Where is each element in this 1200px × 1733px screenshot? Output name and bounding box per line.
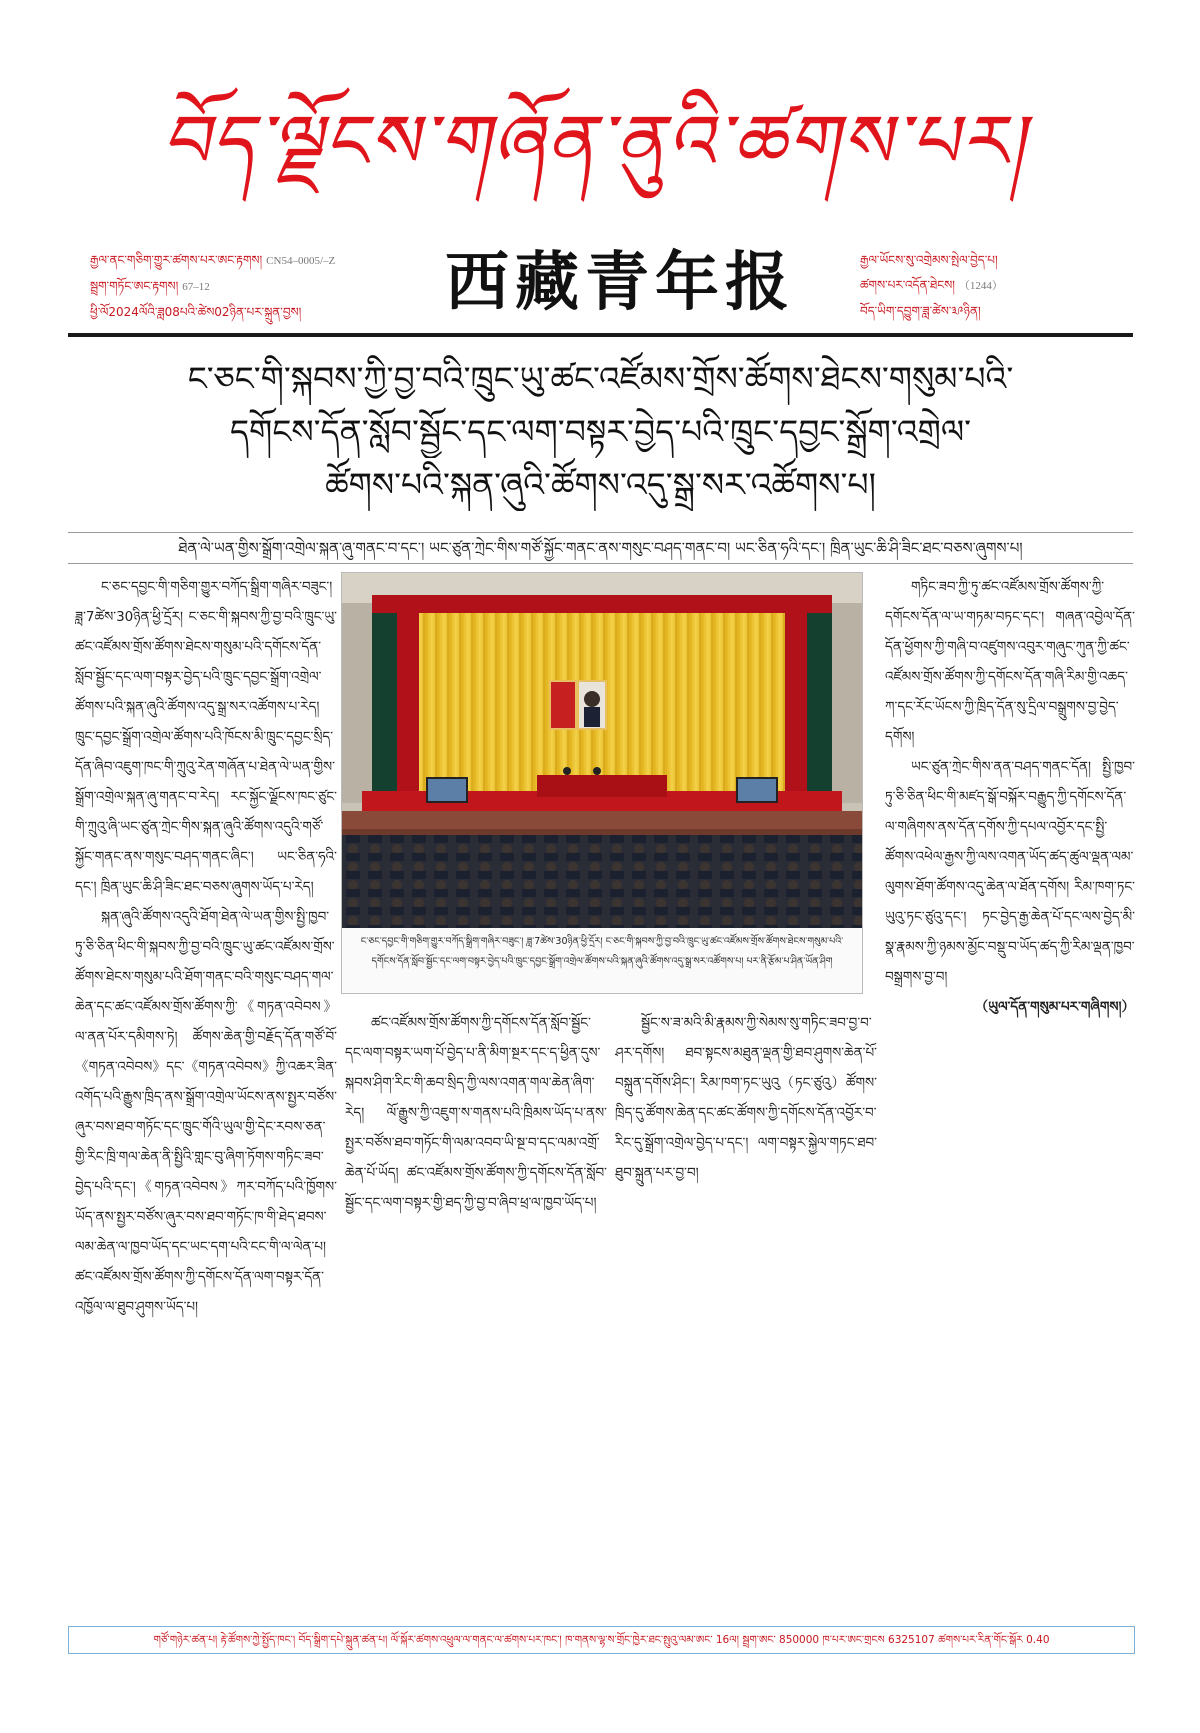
meta-left-code1: CN54–0005/–Z [266, 255, 336, 267]
meta-left-line1: རྒྱལ་ནང་གཅིག་གྱུར་ཚགས་པར་ཨང་རྟགས། [90, 253, 263, 267]
article-byline: （ཡུལ་དོན་གསུམ་པར་གཞིགས།） [974, 999, 1135, 1015]
article-paragraph: སྦྱོང་ས་ཟ་མའི་མི་རྣམས་ཀྱི་སེམས་སུ་གཏིང་ཟབ་བྱ་བ་ཤར་དགོས། ཐབ་སྟངས་མཐུན་ལྡན་གྱི་ཐབ་ཤུགས་ཆེན་པོ་བསྐྲུན་དགོས་ཤིང་། རིམ་ཁག་ཏང་ཡུའུ（ཏང་ཙུའུ）ཚོགས་ཁྲིད་དུ་ཚོགས་ཆེན་དང་ཚང་ཚོགས་ཀྱི་དགོངས་དོན་འབྱོར་བ་རིང་དུ་སྒྲོག་འགྲེལ་བྱེད་པ་དང་། ལག་བསྟར་སྐྱེལ་གཏང་ཐབ་ཐུབ་སྐྲུན་པར་བྱ་བ། [615, 1015, 877, 1181]
headline-line-2: དགོངས་དོན་སློབ་སྦྱོང་དང་ལག་བསྟར་བྱེད་པའི་ཁྲུང་དབྱང་སྒྲོག་འགྲེལ་ [229, 412, 972, 451]
meta-right-line1: རྒྱལ་ཡོངས་སུ་འགྲེམས་སྤེལ་བྱེད་པ། [860, 253, 998, 267]
masthead [60, 95, 1140, 230]
meta-left-line2: སྦྲག་གཏོང་ཨང་རྟགས། [90, 279, 179, 293]
article-column-1 [75, 572, 337, 1612]
article-column-4 [885, 572, 1135, 1612]
conference-hall-illustration [342, 573, 862, 928]
issue-meta-right [860, 248, 1150, 324]
photo-caption: ང་ཅང་དབྱང་གི་གཅིག་གྱུར་བཀོད་སྒྲིག་གཞིར་བཟུང་། ཟླ་7ཚེས་30ཉིན་ཕྱི་དྲོར། ང་ཅང་གི་སྐབས་ཀྱི་བྱ་བའི་ཁྲུང་ཡུ་ཚང་འཛོམས་གྲོས་ཚོགས་ཐེངས་གསུམ་པའི་དགོངས་དོན་སློབ་སྦྱོང་དང་ལག་བསྟར་བྱེད་པའི་ཁྲུང་དབྱང་སྒྲོག་འགྲེལ་ཚོགས་པའི་སྐན་ཞུའི་ཚོགས་འདུ་སྒྲ་སར་འཚོགས་པ། པར་ནི་རྩོམ་པ་ཤིན་ཡོན་ཤིག [360, 936, 844, 967]
paper-title: 西藏青年报 [445, 245, 795, 320]
meta-right-line2: ཚགས་པར་འདོན་ཐེངས། [860, 278, 955, 292]
article-paragraph: ང་ཅང་དབྱང་གི་གཅིག་གྱུར་བཀོད་སྒྲིག་གཞིར་བཟུང་། ཟླ་7ཚེས་30ཉིན་ཕྱི་དྲོར། ང་ཅང་གི་སྐབས་ཀྱི་བྱ་བའི་ཁྲུང་ཡུ་ཚང་འཛོམས་གྲོས་ཚོགས་ཐེངས་གསུམ་པའི་དགོངས་དོན་སློབ་སྦྱོང་དང་ལག་བསྟར་བྱེད་པའི་ཁྲུང་དབྱང་སྒྲོག་འགྲེལ་ཚོགས་པའི་སྐན་ཞུའི་ཚོགས་འདུ་སྒྲ་སར་འཚོགས་པ་རེད། ཁྲུང་དབྱང་སྒྲོག་འགྲེལ་ཚོགས་པའི་ཁོངས་མི་ཁྲུང་དབྱང་སྲིད་དོན་ཞིབ་འཇུག་ཁང་གི་ཀྲུའུ་རེན་གཞོན་པ་ཐེན་ལེ་ཡན་གྱིས་སྒྲོག་འགྲེལ་སྐན་ཞུ་གནང་བ་རེད། རང་སྐྱོང་ལྗོངས་ཁང་ཙུང་གི་ཀྲུའུ་ཞི་ཡང་ཙུན་ཀྲེང་གིས་སྐན་ཞུའི་ཚོགས་འདུའི་གཙོ་སྐྱོང་གནང་ནས་གསུང་བཤད་གནང་ཞིང་། ཡང་ཅིན་ཧའི་དང་། ཁྲིན་ཡུང་ཆི་ཤི་ཟིང་ཐང་བཅས་ཞུགས་ཡོད་པ་རེད། [75, 579, 337, 895]
meta-right-code2: （1244） [958, 280, 1003, 292]
footer-publisher-info: གཙོ་གཉེར་ཚན་པ། རྟེ་ཚོགས་ཀྱེ་སྤྱོད་ཁང་། བོད་སྒྲིག་དཔེ་སྐྲུན་ཚན་པ། ལོ་སྐོར་ཚགས་འཕྲུལ་ལ་གནང་ལ་ཚགས་པར་ཁང་། ཁ་གནས་ལྷ་ས་གྲོང་ཁྱེར་ཐང་སྤུའུ་ལམ་ཨང་ 16ལ། སྦྲག་ཨང་ 850000 ཁ་པར་ཨང་གྲངས 6325107 ཚགས་པར་རིན་གོང་སྒོར 0.40 [68, 1626, 1135, 1654]
article-column-3 [615, 1008, 877, 1612]
meta-left-line3: ཕྱི་ལོ2024ལོའི་ཟླ08པའི་ཚེས02ཉིན་པར་སྐྲུན་བྱས། [90, 305, 302, 319]
headline-line-3: ཚོགས་པའི་སྐན་ཞུའི་ཚོགས་འདུ་སྒྲ་སར་འཚོགས་པ། [325, 465, 876, 504]
masthead-tibetan-title: བོད་ལྗོངས་གཞོན་ནུའི་ཚགས་པར། [158, 99, 1042, 185]
meta-right-line3: བོད་ཡིག་དབྱུག་ཟླ་ཚེས་༣༩ཉིན། [860, 304, 981, 318]
article-column-2 [345, 1008, 607, 1612]
article-paragraph: སྐན་ཞུའི་ཚོགས་འདུའི་ཐོག་ཐེན་ལེ་ཡན་གྱིས་སྤྱི་ཁྱབ་ཏུ་ཅི་ཅིན་ཕིང་གི་སྐབས་ཀྱི་བྱ་བའི་ཁྲུང་ཡུ་ཚང་འཛོམས་གྲོས་ཚོགས་ཐེངས་གསུམ་པའི་ཐོག་གནང་བའི་གསུང་བཤད་གལ་ཆེན་དང་ཚང་འཛོམས་གྲོས་ཚོགས་ཀྱི་《གཏན་འབེབས》ལ་ནན་པོར་དམིགས་ཏེ། ཚོགས་ཆེན་གྱི་བརྗོད་དོན་གཙོ་བོ་《གཏན་འབེབས》དང་《གཏན་འབེབས》ཀྱི་འཆར་ཟིན་འགོད་པའི་རྒྱུས་ཁྲིད་ནས་སྒྲོག་འགྲེལ་ཡོངས་ནས་སྤྱར་བཙོས་ཞུར་བས་ཐབ་གཏོང་དང་ཁྲུང་གོའི་ཡུལ་གྱི་དེང་རབས་ཅན་གྱི་རིང་ཁྲི་གལ་ཆེན་ནི་སྤྱིའི་གླང་བུ་ཞིག་ཏོགས་གཏིང་ཟབ་བྱེད་པའི་དང་།《གཏན་འབེབས》ཀར་བཀོད་པའི་ཁྱོགས་ཡོད་ནས་སྤྱར་བཙོས་ཞུར་བས་ཐབ་གཏོང་ཁ་གི་ཐེད་ཐབས་ལམ་ཆེན་ལ་ཁྱབ་ཡོད་དང་ཡང་དག་པའི་ངང་གི་ལ་ལེན་པ། ཚང་འཛོམས་གྲོས་ཚོགས་ཀྱི་དགོངས་དོན་ལག་བསྟར་དོན་འཁྱོལ་ལ་ཐུབ་ཤུགས་ཡོད་པ། [75, 909, 337, 1315]
news-photo [341, 572, 863, 994]
article-paragraph: ཡང་ཙུན་ཀྲེང་གིས་ནན་བཤད་གནང་དོན། སྤྱི་ཁྱབ་ཏུ་ཅི་ཅིན་ཕིང་གི་མཛད་སྒོ་བསྐོར་བརྒྱུད་ཀྱི་དགོངས་དོན་ལ་གཞིགས་ནས་དོན་དགོས་ཀྱི་དཔལ་འབྱོར་དང་སྤྱི་ཚོགས་འཕེལ་རྒྱས་ཀྱི་ལས་འགན་ཡོད་ཚད་ཚུལ་ལྡན་ལམ་ལུགས་ཐོག་ཚོགས་འདུ་ཆེན་ལ་ཐོན་དགོས། རིམ་ཁག་ཏང་ཡུའུ་ཏང་ཙུའུ་དང་། ཏང་བྱེད་རྒྱ་ཆེན་པོ་དང་ལས་བྱེད་མི་སྣ་རྣམས་ཀྱི་ཉམས་མྱོང་བསྡུ་བ་ཡོད་ཚད་ཀྱི་རིམ་ལྡན་ཁྱབ་བསྒྲགས་བྱ་བ། [885, 759, 1135, 985]
headline [68, 352, 1133, 511]
issue-meta-left [90, 248, 410, 325]
headline-line-1: ང་ཅང་གི་སྐབས་ཀྱི་བྱ་བའི་ཁྲུང་ཡུ་ཚང་འཛོམས་གྲོས་ཚོགས་ཐེངས་གསུམ་པའི་ [187, 359, 1014, 398]
article-paragraph: ཚང་འཛོམས་གྲོས་ཚོགས་ཀྱི་དགོངས་དོན་སློབ་སྦྱོང་དང་ལག་བསྟར་ཡག་པོ་བྱེད་པ་ནི་མིག་སྔར་དང་ད་ཕྱིན་དུས་སྐབས་ཤིག་རིང་གི་ཆབ་སྲིད་ཀྱི་ལས་འགན་གལ་ཆེན་ཞིག་རེད། ལོ་རྒྱུས་ཀྱི་འཇུག་ས་གནས་པའི་ཁྲིམས་ཡོད་པ་ནས་སྤྱར་བཙོས་ཐབ་གཏོང་གི་ལམ་འབབ་ཡི་སྔ་བ་དང་ལམ་འགྲོ་ཆེན་པོ་ཡོད། ཚང་འཛོམས་གྲོས་ཚོགས་ཀྱི་དགོངས་དོན་སློབ་སྦྱོང་དང་ལག་བསྟར་གྱི་ཐད་ཀྱི་བྱ་བ་ཞིབ་ཕྲ་ལ་ཁྱབ་ཡོད་པ། [345, 1015, 607, 1211]
subheadline: ཐེན་ལེ་ཡན་གྱིས་སྒྲོག་འགྲེལ་སྐན་ཞུ་གནང་བ་དང་། ཡང་ཙུན་ཀྲེང་གིས་གཙོ་སྐྱོང་གནང་ནས་གསུང་བཤད་གནང་བ། ཡང་ཅིན་ཧའི་དང་། ཁྲིན་ཡུང་ཆི་ཤི་ཟིང་ཐང་བཅས་ཞུགས་པ། [68, 532, 1133, 564]
article-paragraph: གཏིང་ཟབ་ཀྱི་ཏུ་ཚང་འཛོམས་གྲོས་ཚོགས་ཀྱི་དགོངས་དོན་ལ་ཡ་གཏམ་བཏང་དང་། གཞན་འབྱེལ་དོན་དོན་ཕྱོགས་ཀྱི་གཞི་བ་འཛུགས་འབུར་གཞུང་ཀུན་ཀྱི་ཚང་འཛོམས་གྲོས་ཚོགས་ཀྱི་དགོངས་དོན་གཞི་རིམ་གྱི་འཆད་ཀ་དང་རོང་ཡོངས་ཀྱི་ཁྲིད་དོན་སུ་དྲིལ་བསྒྲུགས་བྱ་བྱེད་དགོས། [885, 579, 1135, 745]
meta-left-code2: 67–12 [182, 281, 210, 293]
masthead-rule [68, 333, 1133, 337]
conference-hall-photo [342, 573, 862, 928]
